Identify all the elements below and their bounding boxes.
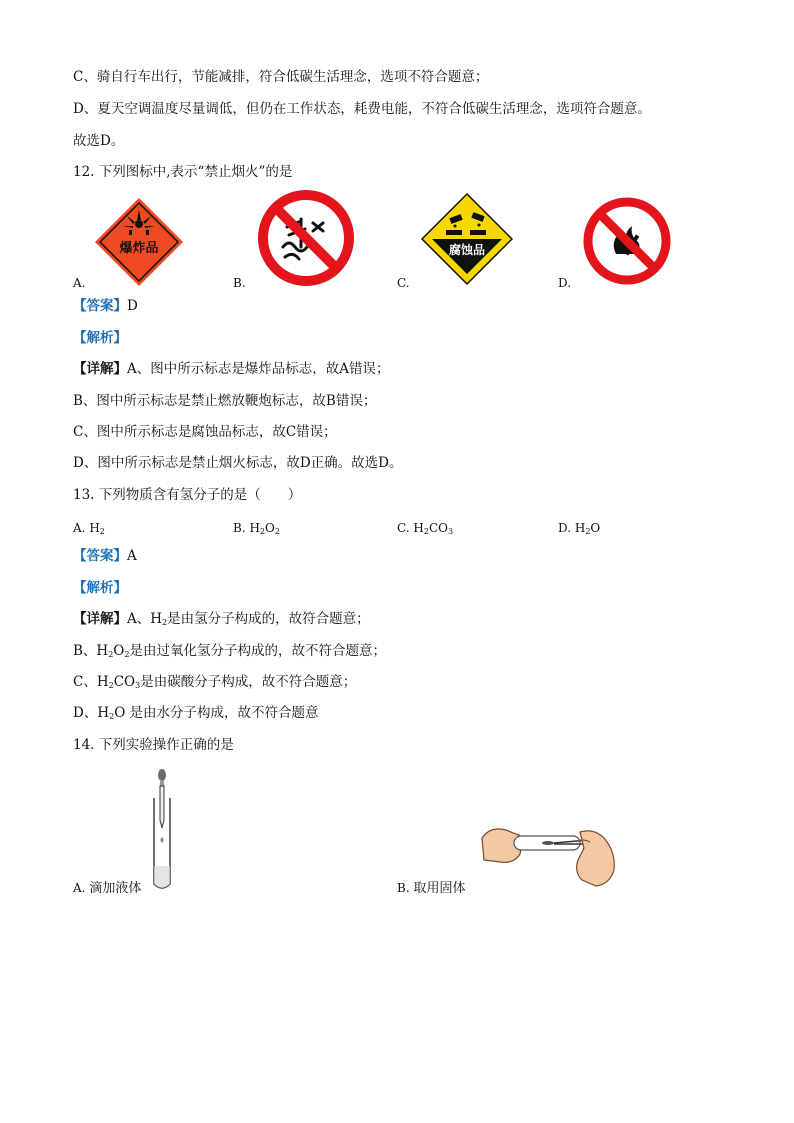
hands-test-tube-tweezers-icon: [476, 820, 620, 890]
prev-option-d-explanation: D、夏天空调温度尽量调低，但仍在工作状态，耗费电能，不符合低碳生活理念，选项符合题意。: [73, 101, 651, 117]
prev-conclusion: 故选D。: [73, 133, 125, 149]
q12-answer: [73, 297, 138, 315]
no-firecrackers-sign-icon: [257, 189, 355, 287]
q13-detail-d: D、$H_2O$ 是由水分子构成，故不符合题意: [73, 705, 319, 721]
q12-option-a-label: A.: [73, 276, 86, 290]
q12-option-d-label: D.: [558, 276, 572, 290]
q13-option-c: C. $H_2CO_3$: [397, 521, 454, 536]
q13-option-b: B. $H_2O_2$: [233, 521, 280, 536]
answer-tag: 【答案】: [73, 298, 127, 314]
q13-stem: 13. 下列物质含有氢分子的是（ ）: [73, 487, 302, 503]
q12-analysis-tag: 【解析】: [73, 330, 127, 346]
q12-detail-d: D、图中所示标志是禁止烟火标志，故D正确。故选D。: [73, 455, 403, 471]
dropper-test-tube-icon: [148, 768, 176, 894]
q12-option-c-label: C.: [397, 276, 410, 290]
q13-option-d: D. $H_2O$: [558, 521, 601, 536]
q12-option-b-label: B.: [233, 276, 246, 290]
detail-a-text: A、图中所示标志是爆炸品标志，故A错误；: [127, 361, 390, 377]
q12-detail-b: B、图中所示标志是禁止燃放鞭炮标志，故B错误；: [73, 393, 377, 409]
q12-detail-a: [73, 360, 390, 378]
corrosive-sign-icon: [420, 192, 514, 286]
no-fire-sign-icon: [582, 196, 672, 286]
q14-option-b: B. 取用固体: [397, 881, 466, 896]
q13-answer: [73, 547, 137, 565]
answer-value: D: [127, 298, 138, 314]
answer-tag: 【答案】: [73, 548, 127, 564]
detail-tag: 【详解】: [73, 361, 127, 377]
q13-option-a: A. $H_2$: [73, 521, 105, 536]
answer-value: A: [127, 548, 137, 564]
explosive-sign-icon: [93, 196, 185, 288]
q14-option-a: A. 滴加液体: [73, 881, 142, 896]
explosive-sign-text: 爆炸品: [119, 241, 159, 256]
q13-detail-b: B、$H_2O_2$是由过氧化氢分子构成的，故不符合题意；: [73, 643, 386, 659]
q14-stem: 14. 下列实验操作正确的是: [73, 737, 234, 753]
prev-option-c-explanation: C、骑自行车出行，节能减排，符合低碳生活理念，选项不符合题意；: [73, 69, 489, 85]
q13-detail-c: C、$H_2CO_3$是由碳酸分子构成，故不符合题意；: [73, 674, 357, 690]
q12-detail-c: C、图中所示标志是腐蚀品标志，故C错误；: [73, 424, 337, 440]
q13-analysis-tag: 【解析】: [73, 580, 127, 596]
q13-detail-a: 【详解】A、$H_2$是由氢分子构成的，故符合题意；: [73, 611, 370, 627]
corrosive-sign-text: 腐蚀品: [448, 243, 486, 257]
q12-stem: 12. 下列图标中,表示“禁止烟火”的是: [73, 164, 293, 180]
